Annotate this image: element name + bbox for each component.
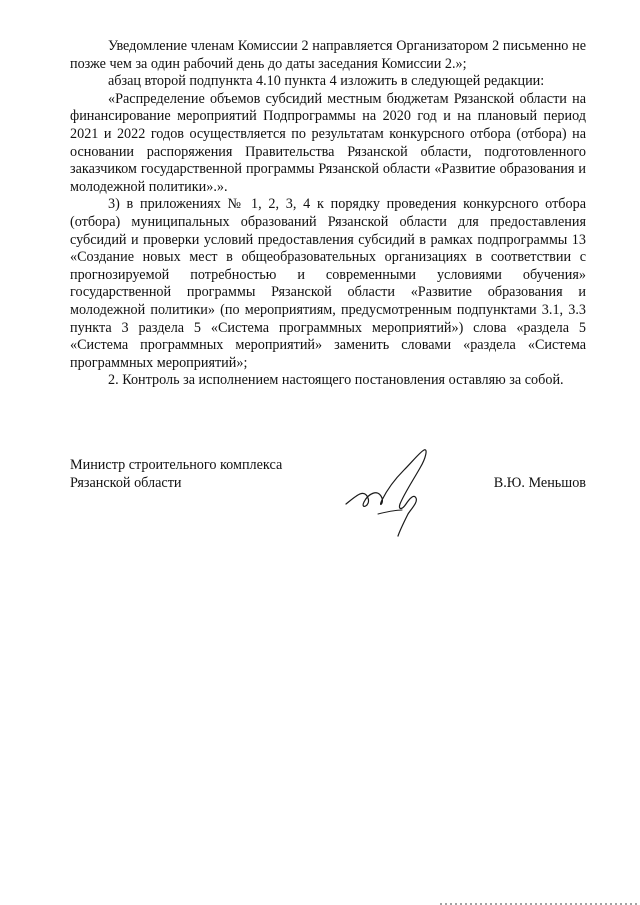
paragraph-control-clause: 2. Контроль за исполнением настоящего постановления оставляю за собой. bbox=[108, 372, 564, 389]
paragraph-subsidy-distribution: «Распределение объемов субсидий местным бюджетам Рязанской области на финансирование мероприятий Подпрограммы на 2020 год и на плановый период 2021 и 2022 годов осуществляется по результатам конкурсного отбора (отбора) на основании распоряжения Правительства Рязанской области, подготовленного заказчиком государственной программы Рязанской области «Развитие образования и молодежной политики».». bbox=[70, 90, 586, 195]
signatory-title: Министр строительного комплекса Рязанской области bbox=[70, 457, 283, 491]
signature-block bbox=[70, 456, 586, 546]
paragraph-amendment-intro: абзац второй подпункта 4.10 пункта 4 изложить в следующей редакции: bbox=[108, 73, 545, 90]
paragraph-appendices-change: 3) в приложениях № 1, 2, 3, 4 к порядку проведения конкурсного отбора (отбора) муниципальных образований Рязанской области для предоставления субсидий и проверки условий предоставления субсидий в рамках подпрограммы 13 «Создание новых мест в общеобразовательных организациях в соответствии с прогнозируемой потребностью и современными условиями обучения» государственной программы Рязанской области «Развитие образования и молодежной политики» (по мероприятиям, предусмотренным подпунктами 3.1, 3.3 пункта 3 раздела 5 «Система программных мероприятий») слова «раздела 5 «Система программных мероприятий» заменить словами «раздела «Система программных мероприятий»; bbox=[70, 196, 586, 371]
handwritten-signature bbox=[338, 448, 448, 540]
paragraph-commission-notice: Уведомление членам Комиссии 2 направляется Организатором 2 письменно не позже чем за один рабочий день до даты заседания Комиссии 2.»; bbox=[70, 38, 586, 72]
document-body bbox=[70, 38, 586, 390]
page-edge-mark bbox=[440, 897, 640, 905]
signatory-name: В.Ю. Меньшов bbox=[493, 475, 586, 491]
